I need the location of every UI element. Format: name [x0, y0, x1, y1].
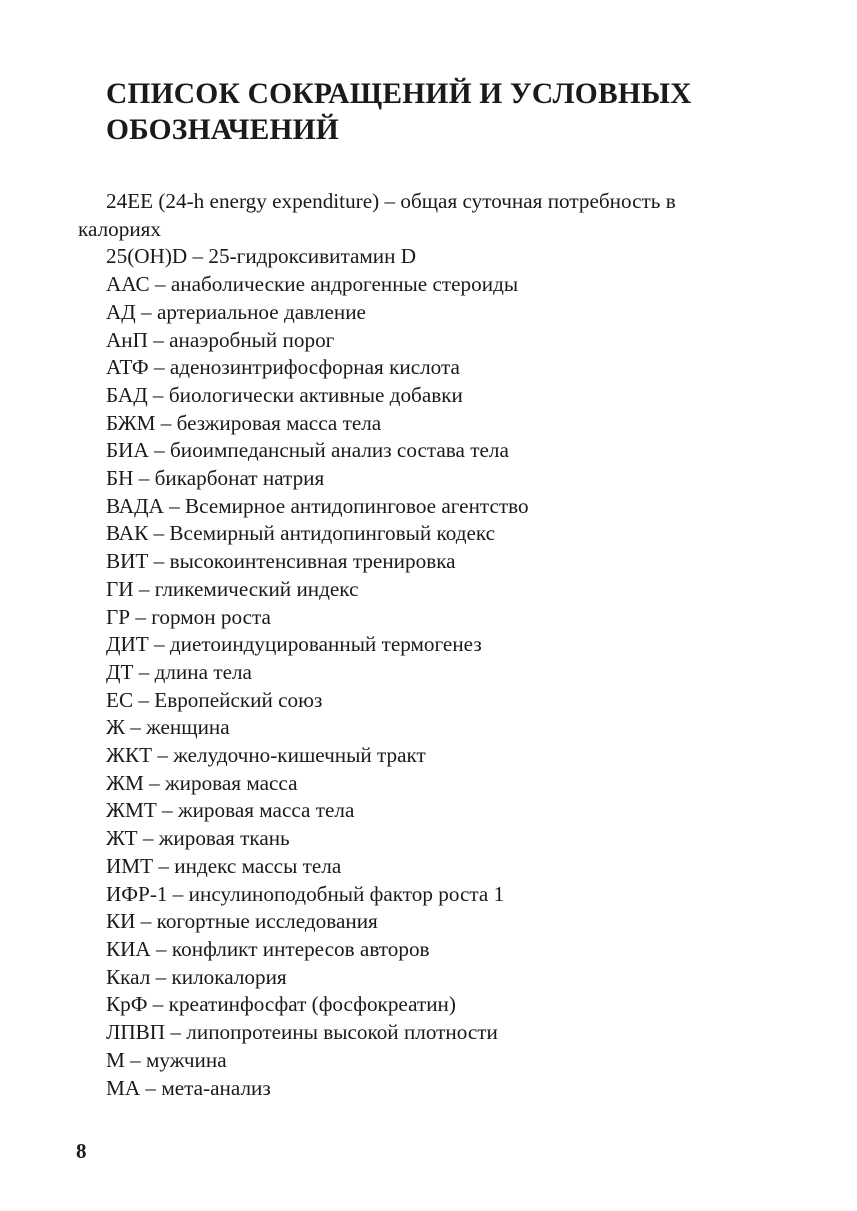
abbreviation-entry: Ккал – килокалория [106, 964, 287, 989]
abbreviation-entry: Ж – женщина [106, 715, 230, 740]
abbreviation-entry: АнП – анаэробный порог [106, 327, 335, 352]
page-title-line-2: ОБОЗНАЧЕНИЙ [106, 114, 339, 146]
abbreviation-entry: КИА – конфликт интересов авторов [106, 936, 430, 961]
abbreviation-entry: КИ – когортные исследования [106, 909, 378, 934]
abbreviation-entry: МА – мета-анализ [106, 1075, 271, 1100]
abbreviation-entry: АД – артериальное давление [106, 299, 366, 324]
abbreviation-entry: БАД – биологически активные добавки [106, 382, 463, 407]
abbreviation-entry: ЖМТ – жировая масса тела [106, 798, 355, 823]
abbreviation-entry: ААС – анаболические андрогенные стероиды [106, 272, 519, 297]
abbreviation-entry: ЖТ – жировая ткань [106, 826, 290, 851]
abbreviation-entry: ДТ – длина тела [106, 659, 252, 684]
abbreviation-entry: ГР – гормон роста [106, 604, 271, 629]
abbreviation-entry: ВАДА – Всемирное антидопинговое агентство [106, 493, 529, 518]
abbreviation-entry: ИМТ – индекс массы тела [106, 853, 342, 878]
abbreviation-entry: ЖМ – жировая масса [106, 770, 298, 795]
abbreviation-entry: М – мужчина [106, 1047, 227, 1072]
abbreviation-entry: КрФ – креатинфосфат (фосфокреатин) [106, 992, 456, 1017]
abbreviation-entry: БН – бикарбонат натрия [106, 466, 325, 491]
page-title [106, 76, 786, 148]
page-title-line-1: СПИСОК СОКРАЩЕНИЙ И УСЛОВНЫХ [106, 78, 692, 110]
abbreviation-list [78, 188, 778, 1102]
abbreviation-entry: АТФ – аденозинтрифосфорная кислота [106, 355, 460, 380]
abbreviation-entry: ДИТ – диетоиндуцированный термогенез [106, 632, 482, 657]
abbreviation-entry: ЕС – Европейский союз [106, 687, 323, 712]
abbreviation-entry: БИА – биоимпедансный анализ состава тела [106, 438, 509, 463]
abbreviation-entry: 24EE (24-h energy expenditure) – общая суточная потребность в калориях [78, 189, 676, 241]
abbreviation-entry: ЖКТ – желудочно-кишечный тракт [106, 743, 426, 768]
abbreviation-entry: БЖМ – безжировая масса тела [106, 410, 382, 435]
abbreviation-entry: ЛПВП – липопротеины высокой плотности [106, 1020, 498, 1045]
abbreviation-entry: ВАК – Всемирный антидопинговый кодекс [106, 521, 496, 546]
abbreviation-entry: 25(OH)D – 25-гидроксивитамин D [106, 244, 417, 269]
abbreviation-entry: ИФР-1 – инсулиноподобный фактор роста 1 [106, 881, 505, 906]
page-number: 8 [76, 1139, 87, 1163]
abbreviation-entry: ГИ – гликемический индекс [106, 576, 359, 601]
abbreviation-entry: ВИТ – высокоинтенсивная тренировка [106, 549, 456, 574]
